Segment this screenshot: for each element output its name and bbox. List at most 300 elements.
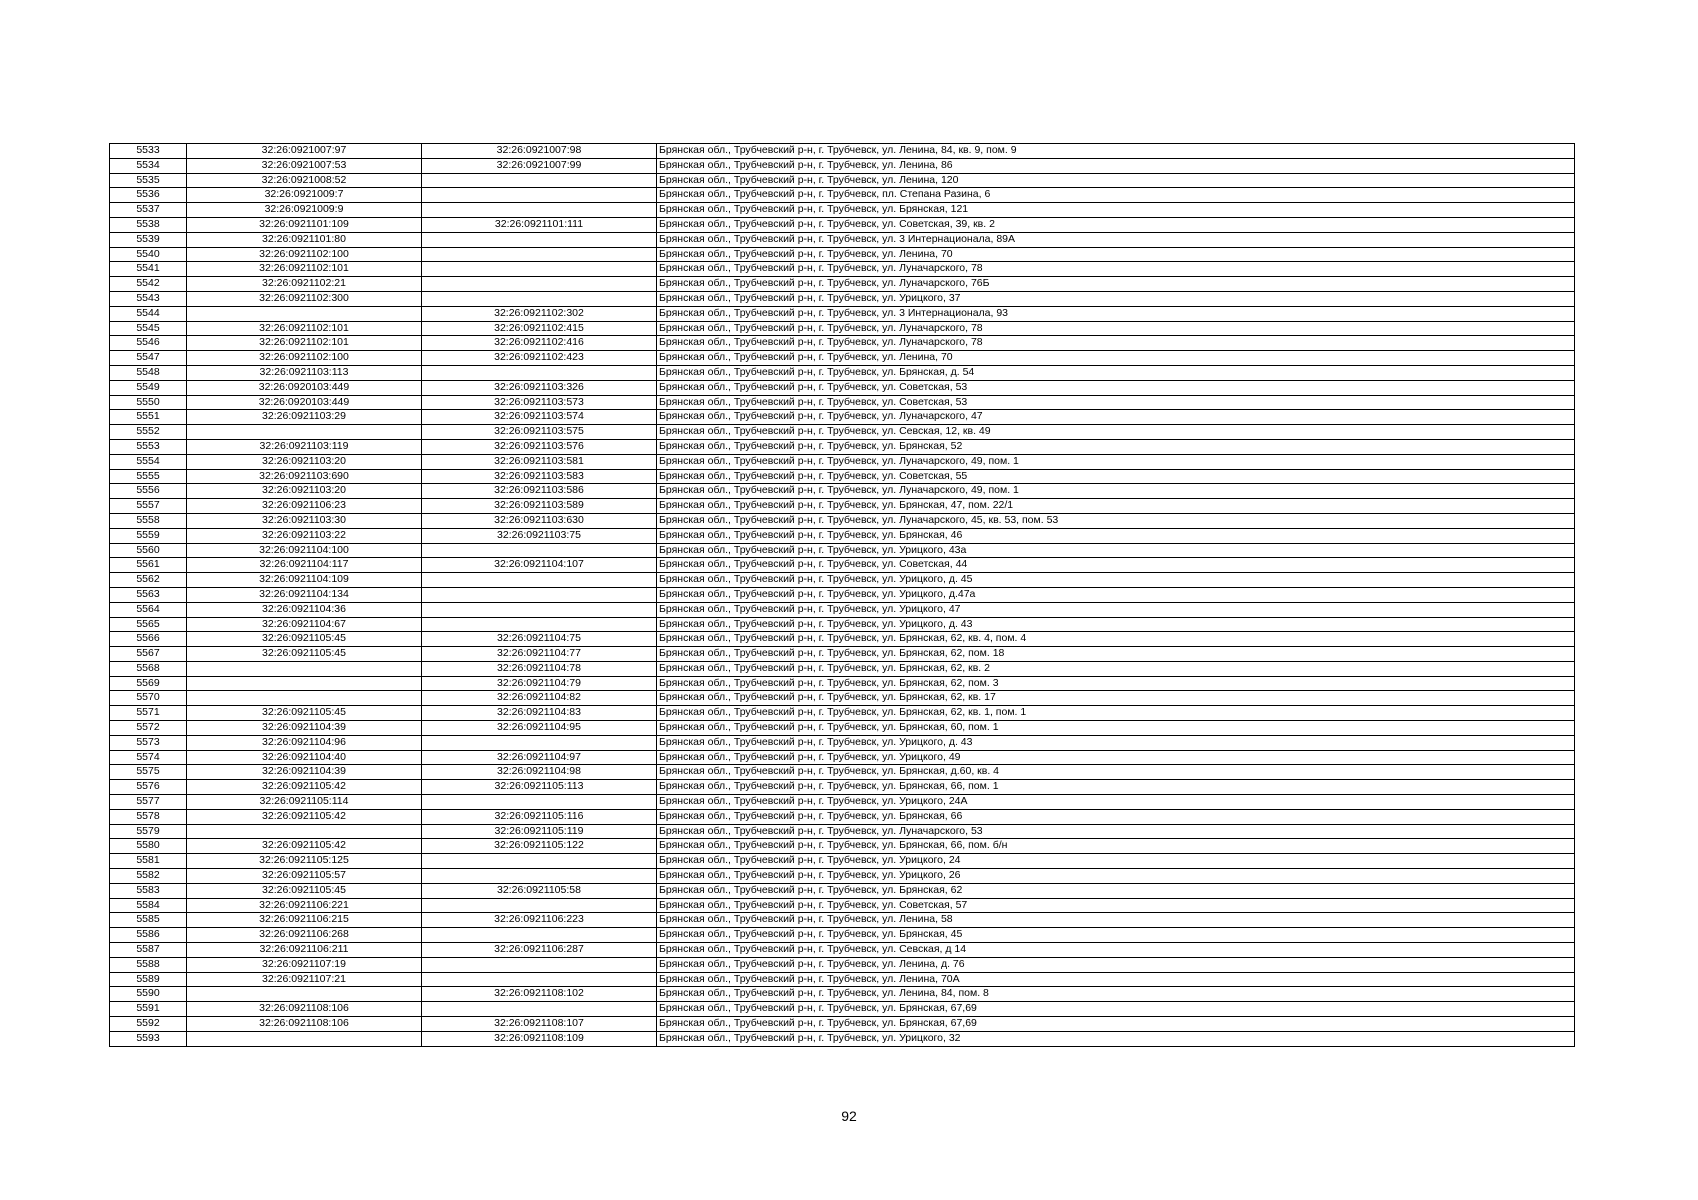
- address-cell: Брянская обл., Трубчевский р-н, г. Трубчевск, пл. Степана Разина, 6: [657, 188, 1575, 203]
- row-number-cell: 5534: [110, 158, 187, 173]
- cadastral-number-cell: 32:26:0921104:39: [187, 721, 422, 736]
- address-cell: Брянская обл., Трубчевский р-н, г. Трубчевск, ул. Брянская, 45: [657, 928, 1575, 943]
- cadastral-number-cell: 32:26:0921104:109: [187, 573, 422, 588]
- address-cell: Брянская обл., Трубчевский р-н, г. Трубчевск, ул. Брянская, 46: [657, 528, 1575, 543]
- cadastral-number-cell: 32:26:0921102:101: [187, 336, 422, 351]
- cadastral-number-cell: 32:26:0921103:29: [187, 410, 422, 425]
- table-row: [110, 943, 1575, 958]
- row-number-cell: 5564: [110, 602, 187, 617]
- table-row: [110, 306, 1575, 321]
- row-number-cell: 5547: [110, 351, 187, 366]
- cadastral-number-cell: 32:26:0921102:300: [187, 291, 422, 306]
- table-row: [110, 573, 1575, 588]
- linked-cadastral-number-cell: [422, 188, 657, 203]
- cadastral-number-cell: 32:26:0921104:67: [187, 617, 422, 632]
- row-number-cell: 5577: [110, 795, 187, 810]
- table-row: [110, 380, 1575, 395]
- address-cell: Брянская обл., Трубчевский р-н, г. Трубчевск, ул. Брянская, 60, пом. 1: [657, 721, 1575, 736]
- cadastral-number-cell: 32:26:0921106:215: [187, 913, 422, 928]
- table-row: [110, 898, 1575, 913]
- row-number-cell: 5575: [110, 765, 187, 780]
- row-number-cell: 5586: [110, 928, 187, 943]
- address-cell: Брянская обл., Трубчевский р-н, г. Трубчевск, ул. Урицкого, д. 45: [657, 573, 1575, 588]
- table-row: [110, 513, 1575, 528]
- address-cell: Брянская обл., Трубчевский р-н, г. Трубчевск, ул. Брянская, 66, пом. б/н: [657, 839, 1575, 854]
- address-cell: Брянская обл., Трубчевский р-н, г. Трубчевск, ул. Брянская, д. 54: [657, 365, 1575, 380]
- linked-cadastral-number-cell: [422, 173, 657, 188]
- row-number-cell: 5557: [110, 499, 187, 514]
- address-cell: Брянская обл., Трубчевский р-н, г. Трубчевск, ул. Брянская, 121: [657, 203, 1575, 218]
- linked-cadastral-number-cell: 32:26:0921103:75: [422, 528, 657, 543]
- table-row: [110, 854, 1575, 869]
- address-cell: Брянская обл., Трубчевский р-н, г. Трубчевск, ул. Ленина, 120: [657, 173, 1575, 188]
- row-number-cell: 5546: [110, 336, 187, 351]
- cadastral-number-cell: 32:26:0921101:80: [187, 232, 422, 247]
- cadastral-number-cell: [187, 691, 422, 706]
- linked-cadastral-number-cell: 32:26:0921105:58: [422, 883, 657, 898]
- table-row: [110, 721, 1575, 736]
- table-row: [110, 528, 1575, 543]
- page-number: 92: [841, 1108, 857, 1124]
- linked-cadastral-number-cell: 32:26:0921007:98: [422, 144, 657, 159]
- cadastral-number-cell: 32:26:0921108:106: [187, 1017, 422, 1032]
- linked-cadastral-number-cell: [422, 972, 657, 987]
- row-number-cell: 5555: [110, 469, 187, 484]
- cadastral-number-cell: 32:26:0921102:100: [187, 247, 422, 262]
- cadastral-number-cell: 32:26:0921106:211: [187, 943, 422, 958]
- address-cell: Брянская обл., Трубчевский р-н, г. Трубчевск, ул. Урицкого, 24: [657, 854, 1575, 869]
- row-number-cell: 5581: [110, 854, 187, 869]
- linked-cadastral-number-cell: [422, 928, 657, 943]
- row-number-cell: 5572: [110, 721, 187, 736]
- linked-cadastral-number-cell: 32:26:0921108:107: [422, 1017, 657, 1032]
- linked-cadastral-number-cell: 32:26:0921103:576: [422, 439, 657, 454]
- address-cell: Брянская обл., Трубчевский р-н, г. Трубчевск, ул. Луначарского, 49, пом. 1: [657, 454, 1575, 469]
- table-row: [110, 691, 1575, 706]
- row-number-cell: 5578: [110, 809, 187, 824]
- row-number-cell: 5550: [110, 395, 187, 410]
- address-cell: Брянская обл., Трубчевский р-н, г. Трубчевск, ул. Урицкого, 24А: [657, 795, 1575, 810]
- address-cell: Брянская обл., Трубчевский р-н, г. Трубчевск, ул. Ленина, 86: [657, 158, 1575, 173]
- table-row: [110, 321, 1575, 336]
- table-row: [110, 957, 1575, 972]
- cadastral-number-cell: 32:26:0921108:106: [187, 1002, 422, 1017]
- table-row: [110, 617, 1575, 632]
- address-cell: Брянская обл., Трубчевский р-н, г. Трубчевск, ул. Ленина, 70А: [657, 972, 1575, 987]
- table-row: [110, 661, 1575, 676]
- table-row: [110, 987, 1575, 1002]
- linked-cadastral-number-cell: 32:26:0921102:415: [422, 321, 657, 336]
- row-number-cell: 5538: [110, 217, 187, 232]
- linked-cadastral-number-cell: 32:26:0921103:575: [422, 425, 657, 440]
- linked-cadastral-number-cell: 32:26:0921103:574: [422, 410, 657, 425]
- registry-table-body: [110, 144, 1575, 1047]
- linked-cadastral-number-cell: 32:26:0921103:589: [422, 499, 657, 514]
- cadastral-number-cell: 32:26:0920103:449: [187, 380, 422, 395]
- table-row: [110, 144, 1575, 159]
- address-cell: Брянская обл., Трубчевский р-н, г. Трубчевск, ул. Брянская, 67,69: [657, 1002, 1575, 1017]
- row-number-cell: 5560: [110, 543, 187, 558]
- table-row: [110, 824, 1575, 839]
- address-cell: Брянская обл., Трубчевский р-н, г. Трубчевск, ул. Ленина, 70: [657, 351, 1575, 366]
- linked-cadastral-number-cell: 32:26:0921104:107: [422, 558, 657, 573]
- cadastral-number-cell: 32:26:0921104:134: [187, 587, 422, 602]
- address-cell: Брянская обл., Трубчевский р-н, г. Трубчевск, ул. Брянская, 66: [657, 809, 1575, 824]
- row-number-cell: 5540: [110, 247, 187, 262]
- table-row: [110, 188, 1575, 203]
- table-row: [110, 647, 1575, 662]
- linked-cadastral-number-cell: 32:26:0921103:586: [422, 484, 657, 499]
- address-cell: Брянская обл., Трубчевский р-н, г. Трубчевск, ул. Брянская, 62, кв. 4, пом. 4: [657, 632, 1575, 647]
- linked-cadastral-number-cell: 32:26:0921104:83: [422, 706, 657, 721]
- linked-cadastral-number-cell: 32:26:0921102:416: [422, 336, 657, 351]
- cadastral-number-cell: 32:26:0921007:53: [187, 158, 422, 173]
- row-number-cell: 5543: [110, 291, 187, 306]
- address-cell: Брянская обл., Трубчевский р-н, г. Трубчевск, ул. Советская, 44: [657, 558, 1575, 573]
- table-row: [110, 780, 1575, 795]
- address-cell: Брянская обл., Трубчевский р-н, г. Трубчевск, ул. Луначарского, 78: [657, 262, 1575, 277]
- address-cell: Брянская обл., Трубчевский р-н, г. Трубчевск, ул. Севская, д 14: [657, 943, 1575, 958]
- row-number-cell: 5582: [110, 869, 187, 884]
- row-number-cell: 5570: [110, 691, 187, 706]
- cadastral-number-cell: 32:26:0921104:39: [187, 765, 422, 780]
- linked-cadastral-number-cell: 32:26:0921102:423: [422, 351, 657, 366]
- table-row: [110, 706, 1575, 721]
- cadastral-number-cell: 32:26:0921103:113: [187, 365, 422, 380]
- table-row: [110, 839, 1575, 854]
- address-cell: Брянская обл., Трубчевский р-н, г. Трубчевск, ул. Советская, 55: [657, 469, 1575, 484]
- row-number-cell: 5566: [110, 632, 187, 647]
- table-row: [110, 469, 1575, 484]
- row-number-cell: 5563: [110, 587, 187, 602]
- linked-cadastral-number-cell: [422, 587, 657, 602]
- cadastral-number-cell: 32:26:0921009:9: [187, 203, 422, 218]
- address-cell: Брянская обл., Трубчевский р-н, г. Трубчевск, ул. Урицкого, д.47а: [657, 587, 1575, 602]
- table-row: [110, 425, 1575, 440]
- row-number-cell: 5545: [110, 321, 187, 336]
- address-cell: Брянская обл., Трубчевский р-н, г. Трубчевск, ул. Ленина, 58: [657, 913, 1575, 928]
- linked-cadastral-number-cell: 32:26:0921105:119: [422, 824, 657, 839]
- table-row: [110, 587, 1575, 602]
- cadastral-number-cell: 32:26:0921104:40: [187, 750, 422, 765]
- linked-cadastral-number-cell: 32:26:0921103:573: [422, 395, 657, 410]
- table-row: [110, 351, 1575, 366]
- row-number-cell: 5593: [110, 1031, 187, 1046]
- row-number-cell: 5548: [110, 365, 187, 380]
- cadastral-number-cell: 32:26:0921105:57: [187, 869, 422, 884]
- linked-cadastral-number-cell: 32:26:0921102:302: [422, 306, 657, 321]
- table-row: [110, 750, 1575, 765]
- linked-cadastral-number-cell: 32:26:0921103:630: [422, 513, 657, 528]
- linked-cadastral-number-cell: 32:26:0921104:95: [422, 721, 657, 736]
- cadastral-number-cell: 32:26:0921103:20: [187, 484, 422, 499]
- cadastral-number-cell: 32:26:0921106:23: [187, 499, 422, 514]
- cadastral-number-cell: 32:26:0921105:45: [187, 883, 422, 898]
- table-row: [110, 262, 1575, 277]
- linked-cadastral-number-cell: [422, 735, 657, 750]
- cadastral-number-cell: 32:26:0921103:30: [187, 513, 422, 528]
- linked-cadastral-number-cell: 32:26:0921105:113: [422, 780, 657, 795]
- row-number-cell: 5536: [110, 188, 187, 203]
- row-number-cell: 5580: [110, 839, 187, 854]
- row-number-cell: 5573: [110, 735, 187, 750]
- cadastral-number-cell: [187, 676, 422, 691]
- cadastral-number-cell: 32:26:0921007:97: [187, 144, 422, 159]
- cadastral-number-cell: 32:26:0921105:45: [187, 632, 422, 647]
- row-number-cell: 5567: [110, 647, 187, 662]
- cadastral-number-cell: 32:26:0921105:45: [187, 706, 422, 721]
- row-number-cell: 5537: [110, 203, 187, 218]
- table-row: [110, 1031, 1575, 1046]
- address-cell: Брянская обл., Трубчевский р-н, г. Трубчевск, ул. Луначарского, 53: [657, 824, 1575, 839]
- cadastral-number-cell: 32:26:0921107:21: [187, 972, 422, 987]
- linked-cadastral-number-cell: 32:26:0921108:102: [422, 987, 657, 1002]
- table-row: [110, 602, 1575, 617]
- cadastral-number-cell: [187, 1031, 422, 1046]
- address-cell: Брянская обл., Трубчевский р-н, г. Трубчевск, ул. Брянская, 62: [657, 883, 1575, 898]
- cadastral-number-cell: 32:26:0921102:101: [187, 262, 422, 277]
- row-number-cell: 5583: [110, 883, 187, 898]
- table-row: [110, 336, 1575, 351]
- address-cell: Брянская обл., Трубчевский р-н, г. Трубчевск, ул. Луначарского, 45, кв. 53, пом. 53: [657, 513, 1575, 528]
- table-row: [110, 558, 1575, 573]
- cadastral-number-cell: 32:26:0921102:101: [187, 321, 422, 336]
- cadastral-number-cell: 32:26:0921105:125: [187, 854, 422, 869]
- row-number-cell: 5559: [110, 528, 187, 543]
- linked-cadastral-number-cell: 32:26:0921103:581: [422, 454, 657, 469]
- address-cell: Брянская обл., Трубчевский р-н, г. Трубчевск, ул. 3 Интернационала, 93: [657, 306, 1575, 321]
- linked-cadastral-number-cell: [422, 365, 657, 380]
- linked-cadastral-number-cell: 32:26:0921104:77: [422, 647, 657, 662]
- address-cell: Брянская обл., Трубчевский р-н, г. Трубчевск, ул. Урицкого, д. 43: [657, 617, 1575, 632]
- row-number-cell: 5589: [110, 972, 187, 987]
- address-cell: Брянская обл., Трубчевский р-н, г. Трубчевск, ул. Луначарского, 47: [657, 410, 1575, 425]
- cadastral-number-cell: 32:26:0921104:96: [187, 735, 422, 750]
- row-number-cell: 5553: [110, 439, 187, 454]
- row-number-cell: 5569: [110, 676, 187, 691]
- table-row: [110, 499, 1575, 514]
- row-number-cell: 5588: [110, 957, 187, 972]
- address-cell: Брянская обл., Трубчевский р-н, г. Трубчевск, ул. Советская, 39, кв. 2: [657, 217, 1575, 232]
- linked-cadastral-number-cell: 32:26:0921104:82: [422, 691, 657, 706]
- table-row: [110, 291, 1575, 306]
- row-number-cell: 5549: [110, 380, 187, 395]
- cadastral-number-cell: 32:26:0921103:119: [187, 439, 422, 454]
- linked-cadastral-number-cell: [422, 247, 657, 262]
- cadastral-number-cell: 32:26:0921102:100: [187, 351, 422, 366]
- row-number-cell: 5552: [110, 425, 187, 440]
- row-number-cell: 5542: [110, 277, 187, 292]
- linked-cadastral-number-cell: [422, 602, 657, 617]
- linked-cadastral-number-cell: [422, 203, 657, 218]
- row-number-cell: 5533: [110, 144, 187, 159]
- table-row: [110, 928, 1575, 943]
- row-number-cell: 5556: [110, 484, 187, 499]
- address-cell: Брянская обл., Трубчевский р-н, г. Трубчевск, ул. Брянская, 66, пом. 1: [657, 780, 1575, 795]
- table-row: [110, 765, 1575, 780]
- cadastral-number-cell: [187, 824, 422, 839]
- cadastral-number-cell: [187, 425, 422, 440]
- table-row: [110, 247, 1575, 262]
- row-number-cell: 5592: [110, 1017, 187, 1032]
- address-cell: Брянская обл., Трубчевский р-н, г. Трубчевск, ул. Урицкого, 47: [657, 602, 1575, 617]
- table-row: [110, 158, 1575, 173]
- table-row: [110, 913, 1575, 928]
- address-cell: Брянская обл., Трубчевский р-н, г. Трубчевск, ул. Урицкого, 43а: [657, 543, 1575, 558]
- address-cell: Брянская обл., Трубчевский р-н, г. Трубчевск, ул. Брянская, 62, пом. 18: [657, 647, 1575, 662]
- cadastral-number-cell: 32:26:0921008:52: [187, 173, 422, 188]
- table-row: [110, 676, 1575, 691]
- linked-cadastral-number-cell: [422, 262, 657, 277]
- address-cell: Брянская обл., Трубчевский р-н, г. Трубчевск, ул. Брянская, 47, пом. 22/1: [657, 499, 1575, 514]
- linked-cadastral-number-cell: 32:26:0921105:116: [422, 809, 657, 824]
- address-cell: Брянская обл., Трубчевский р-н, г. Трубчевск, ул. Советская, 53: [657, 395, 1575, 410]
- address-cell: Брянская обл., Трубчевский р-н, г. Трубчевск, ул. Брянская, 62, кв. 1, пом. 1: [657, 706, 1575, 721]
- cadastral-number-cell: 32:26:0921105:42: [187, 839, 422, 854]
- table-row: [110, 735, 1575, 750]
- table-row: [110, 543, 1575, 558]
- cadastral-number-cell: 32:26:0921105:114: [187, 795, 422, 810]
- table-row: [110, 632, 1575, 647]
- row-number-cell: 5590: [110, 987, 187, 1002]
- linked-cadastral-number-cell: [422, 854, 657, 869]
- linked-cadastral-number-cell: 32:26:0921106:223: [422, 913, 657, 928]
- cadastral-number-cell: 32:26:0921106:221: [187, 898, 422, 913]
- linked-cadastral-number-cell: [422, 898, 657, 913]
- table-row: [110, 203, 1575, 218]
- address-cell: Брянская обл., Трубчевский р-н, г. Трубчевск, ул. Урицкого, 26: [657, 869, 1575, 884]
- address-cell: Брянская обл., Трубчевский р-н, г. Трубчевск, ул. Брянская, 62, пом. 3: [657, 676, 1575, 691]
- table-row: [110, 1017, 1575, 1032]
- table-row: [110, 217, 1575, 232]
- row-number-cell: 5571: [110, 706, 187, 721]
- cadastral-number-cell: 32:26:0921103:20: [187, 454, 422, 469]
- table-row: [110, 1002, 1575, 1017]
- linked-cadastral-number-cell: 32:26:0921104:79: [422, 676, 657, 691]
- address-cell: Брянская обл., Трубчевский р-н, г. Трубчевск, ул. Урицкого, 49: [657, 750, 1575, 765]
- address-cell: Брянская обл., Трубчевский р-н, г. Трубчевск, ул. Урицкого, 32: [657, 1031, 1575, 1046]
- address-cell: Брянская обл., Трубчевский р-н, г. Трубчевск, ул. Севская, 12, кв. 49: [657, 425, 1575, 440]
- row-number-cell: 5584: [110, 898, 187, 913]
- row-number-cell: 5576: [110, 780, 187, 795]
- address-cell: Брянская обл., Трубчевский р-н, г. Трубчевск, ул. Ленина, д. 76: [657, 957, 1575, 972]
- address-cell: Брянская обл., Трубчевский р-н, г. Трубчевск, ул. Советская, 53: [657, 380, 1575, 395]
- linked-cadastral-number-cell: [422, 277, 657, 292]
- table-row: [110, 454, 1575, 469]
- linked-cadastral-number-cell: 32:26:0921101:111: [422, 217, 657, 232]
- linked-cadastral-number-cell: [422, 291, 657, 306]
- row-number-cell: 5561: [110, 558, 187, 573]
- cadastral-number-cell: [187, 987, 422, 1002]
- linked-cadastral-number-cell: 32:26:0921103:583: [422, 469, 657, 484]
- linked-cadastral-number-cell: 32:26:0921104:75: [422, 632, 657, 647]
- table-row: [110, 972, 1575, 987]
- address-cell: Брянская обл., Трубчевский р-н, г. Трубчевск, ул. Брянская, 67,69: [657, 1017, 1575, 1032]
- linked-cadastral-number-cell: [422, 795, 657, 810]
- address-cell: Брянская обл., Трубчевский р-н, г. Трубчевск, ул. Брянская, 52: [657, 439, 1575, 454]
- table-row: [110, 484, 1575, 499]
- cadastral-number-cell: 32:26:0921103:690: [187, 469, 422, 484]
- cadastral-number-cell: 32:26:0921106:268: [187, 928, 422, 943]
- address-cell: Брянская обл., Трубчевский р-н, г. Трубчевск, ул. Советская, 57: [657, 898, 1575, 913]
- linked-cadastral-number-cell: 32:26:0921106:287: [422, 943, 657, 958]
- address-cell: Брянская обл., Трубчевский р-н, г. Трубчевск, ул. Ленина, 84, кв. 9, пом. 9: [657, 144, 1575, 159]
- table-row: [110, 439, 1575, 454]
- row-number-cell: 5554: [110, 454, 187, 469]
- row-number-cell: 5541: [110, 262, 187, 277]
- cadastral-number-cell: 32:26:0921103:22: [187, 528, 422, 543]
- table-row: [110, 869, 1575, 884]
- address-cell: Брянская обл., Трубчевский р-н, г. Трубчевск, ул. Луначарского, 78: [657, 321, 1575, 336]
- table-row: [110, 365, 1575, 380]
- table-row: [110, 173, 1575, 188]
- address-cell: Брянская обл., Трубчевский р-н, г. Трубчевск, ул. Луначарского, 49, пом. 1: [657, 484, 1575, 499]
- address-cell: Брянская обл., Трубчевский р-н, г. Трубчевск, ул. Урицкого, д. 43: [657, 735, 1575, 750]
- linked-cadastral-number-cell: 32:26:0921103:326: [422, 380, 657, 395]
- row-number-cell: 5551: [110, 410, 187, 425]
- linked-cadastral-number-cell: [422, 1002, 657, 1017]
- linked-cadastral-number-cell: 32:26:0921105:122: [422, 839, 657, 854]
- cadastral-number-cell: 32:26:0921105:42: [187, 809, 422, 824]
- row-number-cell: 5565: [110, 617, 187, 632]
- table-row: [110, 395, 1575, 410]
- cadastral-number-cell: 32:26:0921104:100: [187, 543, 422, 558]
- cadastral-number-cell: 32:26:0921105:42: [187, 780, 422, 795]
- cadastral-number-cell: 32:26:0921101:109: [187, 217, 422, 232]
- linked-cadastral-number-cell: 32:26:0921108:109: [422, 1031, 657, 1046]
- row-number-cell: 5544: [110, 306, 187, 321]
- row-number-cell: 5574: [110, 750, 187, 765]
- linked-cadastral-number-cell: 32:26:0921104:78: [422, 661, 657, 676]
- cadastral-number-cell: [187, 306, 422, 321]
- table-row: [110, 809, 1575, 824]
- row-number-cell: 5562: [110, 573, 187, 588]
- row-number-cell: 5535: [110, 173, 187, 188]
- address-cell: Брянская обл., Трубчевский р-н, г. Трубчевск, ул. Луначарского, 76Б: [657, 277, 1575, 292]
- table-row: [110, 410, 1575, 425]
- table-row: [110, 232, 1575, 247]
- address-cell: Брянская обл., Трубчевский р-н, г. Трубчевск, ул. Брянская, 62, кв. 2: [657, 661, 1575, 676]
- linked-cadastral-number-cell: [422, 573, 657, 588]
- address-cell: Брянская обл., Трубчевский р-н, г. Трубчевск, ул. 3 Интернационала, 89А: [657, 232, 1575, 247]
- address-cell: Брянская обл., Трубчевский р-н, г. Трубчевск, ул. Ленина, 70: [657, 247, 1575, 262]
- linked-cadastral-number-cell: 32:26:0921104:97: [422, 750, 657, 765]
- row-number-cell: 5591: [110, 1002, 187, 1017]
- table-row: [110, 795, 1575, 810]
- table-row: [110, 277, 1575, 292]
- linked-cadastral-number-cell: [422, 232, 657, 247]
- linked-cadastral-number-cell: [422, 543, 657, 558]
- cadastral-number-cell: 32:26:0921102:21: [187, 277, 422, 292]
- address-cell: Брянская обл., Трубчевский р-н, г. Трубчевск, ул. Луначарского, 78: [657, 336, 1575, 351]
- row-number-cell: 5539: [110, 232, 187, 247]
- address-cell: Брянская обл., Трубчевский р-н, г. Трубчевск, ул. Ленина, 84, пом. 8: [657, 987, 1575, 1002]
- row-number-cell: 5558: [110, 513, 187, 528]
- address-cell: Брянская обл., Трубчевский р-н, г. Трубчевск, ул. Брянская, 62, кв. 17: [657, 691, 1575, 706]
- linked-cadastral-number-cell: [422, 869, 657, 884]
- registry-table: [109, 143, 1575, 1047]
- cadastral-number-cell: [187, 661, 422, 676]
- linked-cadastral-number-cell: [422, 617, 657, 632]
- row-number-cell: 5579: [110, 824, 187, 839]
- address-cell: Брянская обл., Трубчевский р-н, г. Трубчевск, ул. Урицкого, 37: [657, 291, 1575, 306]
- cadastral-number-cell: 32:26:0921104:117: [187, 558, 422, 573]
- row-number-cell: 5587: [110, 943, 187, 958]
- cadastral-number-cell: 32:26:0920103:449: [187, 395, 422, 410]
- linked-cadastral-number-cell: 32:26:0921007:99: [422, 158, 657, 173]
- linked-cadastral-number-cell: 32:26:0921104:98: [422, 765, 657, 780]
- cadastral-number-cell: 32:26:0921009:7: [187, 188, 422, 203]
